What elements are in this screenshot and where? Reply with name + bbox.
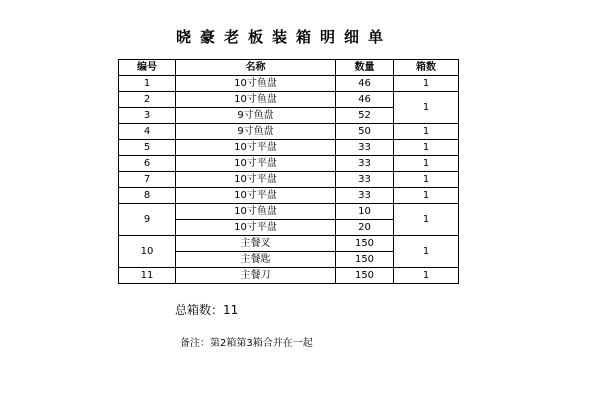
table-row <box>119 268 459 284</box>
cell-boxes: 1 <box>394 124 459 140</box>
cell-boxes: 1 <box>394 140 459 156</box>
cell-boxes: 1 <box>394 188 459 204</box>
table-row <box>119 172 459 188</box>
cell-name: 主餐匙 <box>176 252 336 268</box>
cell-number: 1 <box>119 76 176 92</box>
cell-name: 10寸平盘 <box>176 188 336 204</box>
cell-number: 9 <box>119 204 176 236</box>
cell-quantity: 150 <box>336 252 394 268</box>
packing-list-table <box>118 59 459 284</box>
cell-number: 6 <box>119 156 176 172</box>
total-boxes <box>175 301 238 318</box>
cell-name: 9寸鱼盘 <box>176 108 336 124</box>
table-row <box>119 204 459 220</box>
cell-number: 11 <box>119 268 176 284</box>
cell-number: 10 <box>119 236 176 268</box>
cell-number: 2 <box>119 92 176 108</box>
cell-boxes: 1 <box>394 236 459 268</box>
table-row <box>119 236 459 252</box>
cell-quantity: 50 <box>336 124 394 140</box>
cell-quantity: 150 <box>336 236 394 252</box>
header-boxes: 箱数 <box>394 60 459 76</box>
cell-name: 10寸平盘 <box>176 220 336 236</box>
cell-name: 9寸鱼盘 <box>176 124 336 140</box>
cell-boxes: 1 <box>394 76 459 92</box>
cell-name: 10寸鱼盘 <box>176 204 336 220</box>
remark-note: 备注：第2箱第3箱合并在一起 <box>180 338 313 349</box>
cell-number: 4 <box>119 124 176 140</box>
cell-boxes: 1 <box>394 204 459 236</box>
cell-quantity: 33 <box>336 188 394 204</box>
cell-boxes: 1 <box>394 268 459 284</box>
total-boxes-label: 总箱数： <box>175 303 224 317</box>
cell-name: 10寸鱼盘 <box>176 92 336 108</box>
table-row <box>119 92 459 108</box>
cell-quantity: 20 <box>336 220 394 236</box>
table-row <box>119 76 459 92</box>
cell-name: 主餐叉 <box>176 236 336 252</box>
cell-number: 7 <box>119 172 176 188</box>
cell-boxes: 1 <box>394 172 459 188</box>
cell-name: 10寸平盘 <box>176 156 336 172</box>
header-quantity: 数量 <box>336 60 394 76</box>
cell-name: 10寸鱼盘 <box>176 76 336 92</box>
table-header-row <box>119 60 459 76</box>
cell-number: 8 <box>119 188 176 204</box>
header-name: 名称 <box>176 60 336 76</box>
cell-quantity: 33 <box>336 156 394 172</box>
cell-quantity: 46 <box>336 92 394 108</box>
cell-quantity: 33 <box>336 140 394 156</box>
header-number: 编号 <box>119 60 176 76</box>
cell-quantity: 150 <box>336 268 394 284</box>
cell-boxes: 1 <box>394 156 459 172</box>
cell-quantity: 46 <box>336 76 394 92</box>
table-row <box>119 140 459 156</box>
total-boxes-value: 11 <box>223 303 239 317</box>
table-row <box>119 124 459 140</box>
document-title: 晓豪老板装箱明细单 <box>175 28 392 46</box>
table-row <box>119 156 459 172</box>
cell-number: 5 <box>119 140 176 156</box>
cell-boxes: 1 <box>394 92 459 124</box>
cell-quantity: 52 <box>336 108 394 124</box>
table-row <box>119 188 459 204</box>
cell-name: 10寸平盘 <box>176 140 336 156</box>
cell-number: 3 <box>119 108 176 124</box>
cell-name: 10寸平盘 <box>176 172 336 188</box>
cell-quantity: 10 <box>336 204 394 220</box>
cell-name: 主餐刀 <box>176 268 336 284</box>
cell-quantity: 33 <box>336 172 394 188</box>
